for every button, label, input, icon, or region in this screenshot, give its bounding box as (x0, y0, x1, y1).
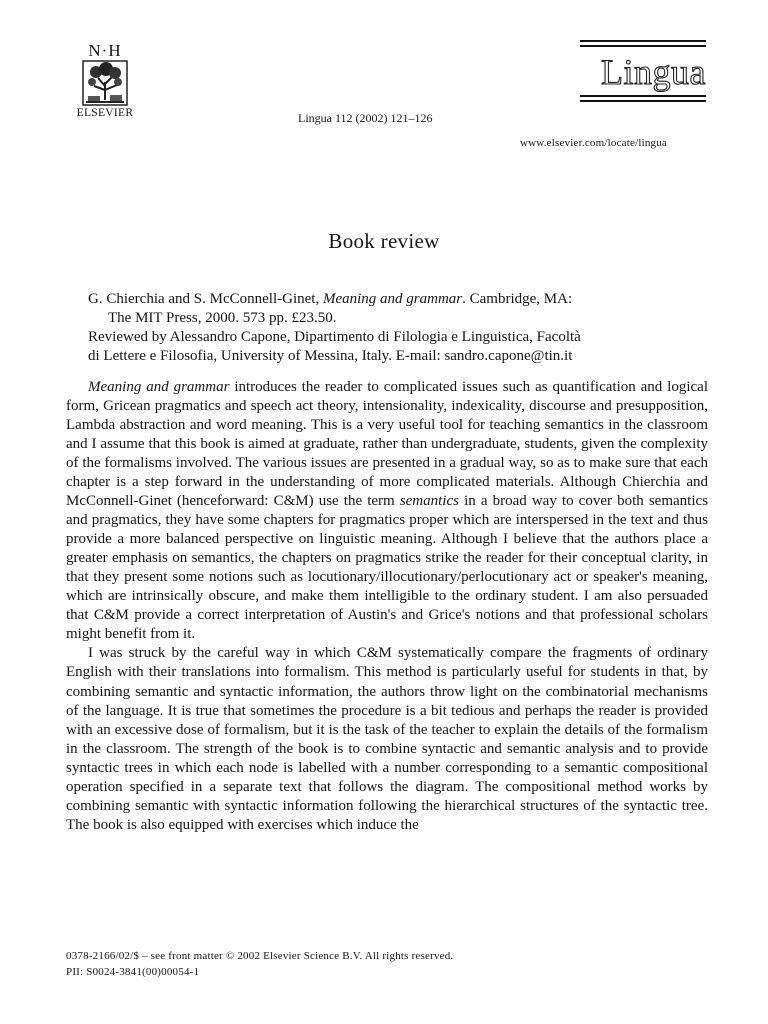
page-footer (66, 948, 453, 980)
publisher-logo (60, 42, 150, 119)
article-body (66, 378, 708, 835)
journal-name: Lingua (601, 52, 706, 92)
paragraph-text: in a broad way to cover both semantics and pragmatics, they have some chapters for pragmatics proper which are interspersed in the text and thus provide a more balanced perspective on linguistic meaning. Although I believe that the authors place a greater emphasis on semantics, the chapters on pragmatics strike the reader for their conceptual clarity, in that they present some notions such as locutionary/illocutionary/perlocutionary act or speaker's meaning, which are intrinsically obscure, and make them intelligible to the ordinary student. I am also persuaded that C&M provide a correct interpretation of Austin's and Grice's notions and that professional scholars might benefit from it. (66, 493, 708, 643)
reviewer-affiliation: di Lettere e Filosofia, University of Messina, Italy. E-mail: sandro.capone@tin.it (88, 348, 573, 364)
masthead-rule (580, 45, 706, 47)
journal-citation: Lingua 112 (2002) 121–126 (298, 111, 433, 125)
paragraph-text: introduces the reader to complicated issues such as quantification and logical form, Gricean pragmatics and speech act theory, intensionality, indexicality, discourse and presupposition, Lambda abstraction and word meaning. This is a very useful tool for teaching semantics in the classroom and I assume that this book is aimed at graduate, rather than undergraduate, students, given the complexity of the formalisms involved. The various issues are presented in a gradual way, so as to make sure that each chapter is a step forward in the understanding of more complicated materials. Although Chierchia and McConnell-Ginet (henceforward: C&M) use the term (66, 379, 708, 510)
journal-masthead (580, 40, 706, 105)
logo-mark: N·H (88, 41, 122, 60)
paragraph (66, 378, 708, 644)
reviewer-line: Reviewed by Alessandro Capone, Dipartimento di Filologia e Linguistica, Facoltà (88, 329, 581, 345)
paragraph: I was struck by the careful way in which C&M systematically compare the fragments of ordinary English with their translations into formalism. This method is particularly useful for students in that, by combining semantic and syntactic information, the authors throw light on the combinatorial mechanisms of the language. It is true that sometimes the procedure is a bit tedious and perhaps the reader is provided with an excessive dose of formalism, but it is the task of the teacher to explain the details of the formalism in the classroom. The strength of the book is to combine syntactic and semantic analysis and to provide syntactic trees in which each node is labelled with a number corresponding to a semantic compositional operation specified in a separate text that follows the diagram. The compositional method works by combining semantic with syntactic information following the hierarchical structures of the syntactic tree. The book is also equipped with exercises which induce the (66, 645, 708, 833)
publisher-info-continued: The MIT Press, 2000. 573 pp. £23.50. (108, 310, 337, 326)
reference-line (88, 290, 708, 309)
book-reference (88, 290, 708, 366)
term-italic: semantics (399, 493, 459, 510)
book-authors: G. Chierchia and S. McConnell-Ginet, (88, 291, 323, 307)
elsevier-tree-icon (82, 60, 128, 106)
book-title-inline: Meaning and grammar (88, 379, 230, 395)
issn-line: 0378-2166/02/$ – see front matter © 2002 Elsevier Science B.V. All rights reserved. (66, 950, 454, 962)
pii-line: PII: S0024-3841(00)00054-1 (66, 966, 200, 978)
masthead-rule (580, 100, 706, 102)
journal-url: www.elsevier.com/locate/lingua (520, 137, 668, 149)
publisher-name: ELSEVIER (76, 107, 134, 119)
publisher-info: . Cambridge, MA: (462, 291, 573, 307)
masthead-rule (580, 40, 706, 42)
article-title: Book review (328, 229, 440, 253)
book-title: Meaning and grammar (322, 291, 463, 307)
masthead-rule (580, 95, 706, 97)
